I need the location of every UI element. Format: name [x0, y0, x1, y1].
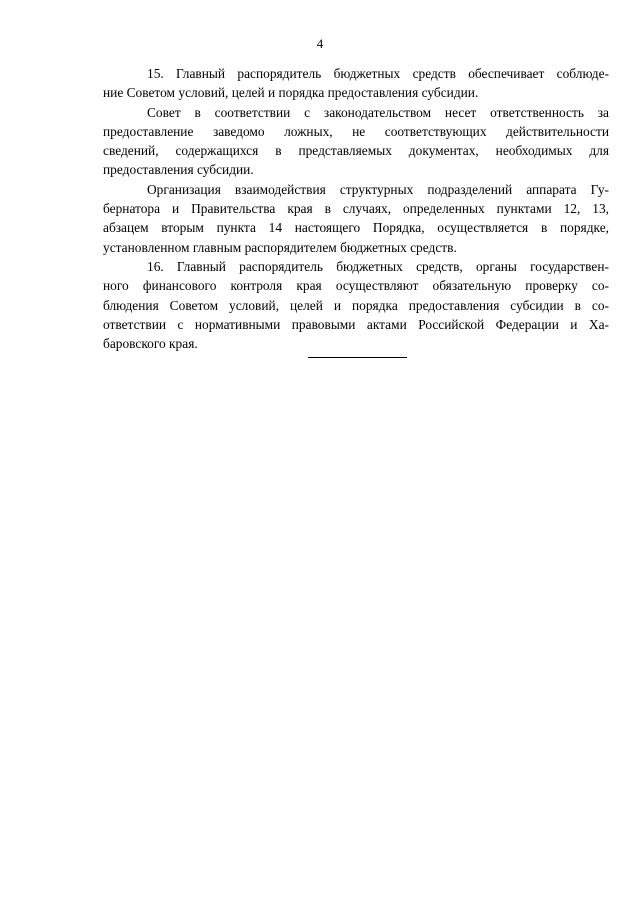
- paragraph-line: 16. Главный распорядитель бюджетных средств, органы государствен-: [147, 258, 609, 274]
- paragraph-line: Совет в соответствии с законодательством несет ответственность за: [147, 104, 609, 120]
- paragraph-line: 15. Главный распорядитель бюджетных средств обеспечивает соблюде-: [147, 66, 609, 81]
- end-of-document-divider: [308, 357, 407, 358]
- paragraph-line: предоставление заведомо ложных, не соответствующих действительности: [103, 123, 609, 139]
- paragraph-line: ответствии с нормативными правовыми актами Российской Федерации и Ха-: [103, 316, 609, 332]
- paragraph-line: баровского края.: [103, 336, 198, 352]
- paragraph-16: [103, 257, 609, 353]
- paragraph-15: [103, 64, 609, 103]
- paragraph-line: Организация взаимодействия структурных подразделений аппарата Гу-: [147, 181, 609, 197]
- paragraph-line: установленном главным распорядителем бюджетных средств.: [103, 239, 457, 255]
- paragraph-line: предоставления субсидии.: [103, 162, 254, 178]
- paragraph-line: ние Советом условий, целей и порядка предоставления субсидии.: [103, 85, 479, 101]
- paragraph-line: бернатора и Правительства края в случаях, определенных пунктами 12, 13,: [103, 201, 609, 217]
- paragraph-council-responsibility: [103, 103, 609, 180]
- paragraph-line: ного финансового контроля края осуществляют обязательную проверку со-: [103, 278, 609, 294]
- paragraph-line: абзацем вторым пункта 14 настоящего Порядка, осуществляется в порядке,: [103, 220, 609, 236]
- paragraph-line: блюдения Советом условий, целей и порядка предоставления субсидии в со-: [103, 297, 609, 313]
- document-body: [103, 64, 609, 353]
- paragraph-line: сведений, содержащихся в представляемых документах, необходимых для: [103, 143, 609, 159]
- paragraph-interaction-organization: [103, 180, 609, 257]
- page-number: 4: [316, 36, 324, 51]
